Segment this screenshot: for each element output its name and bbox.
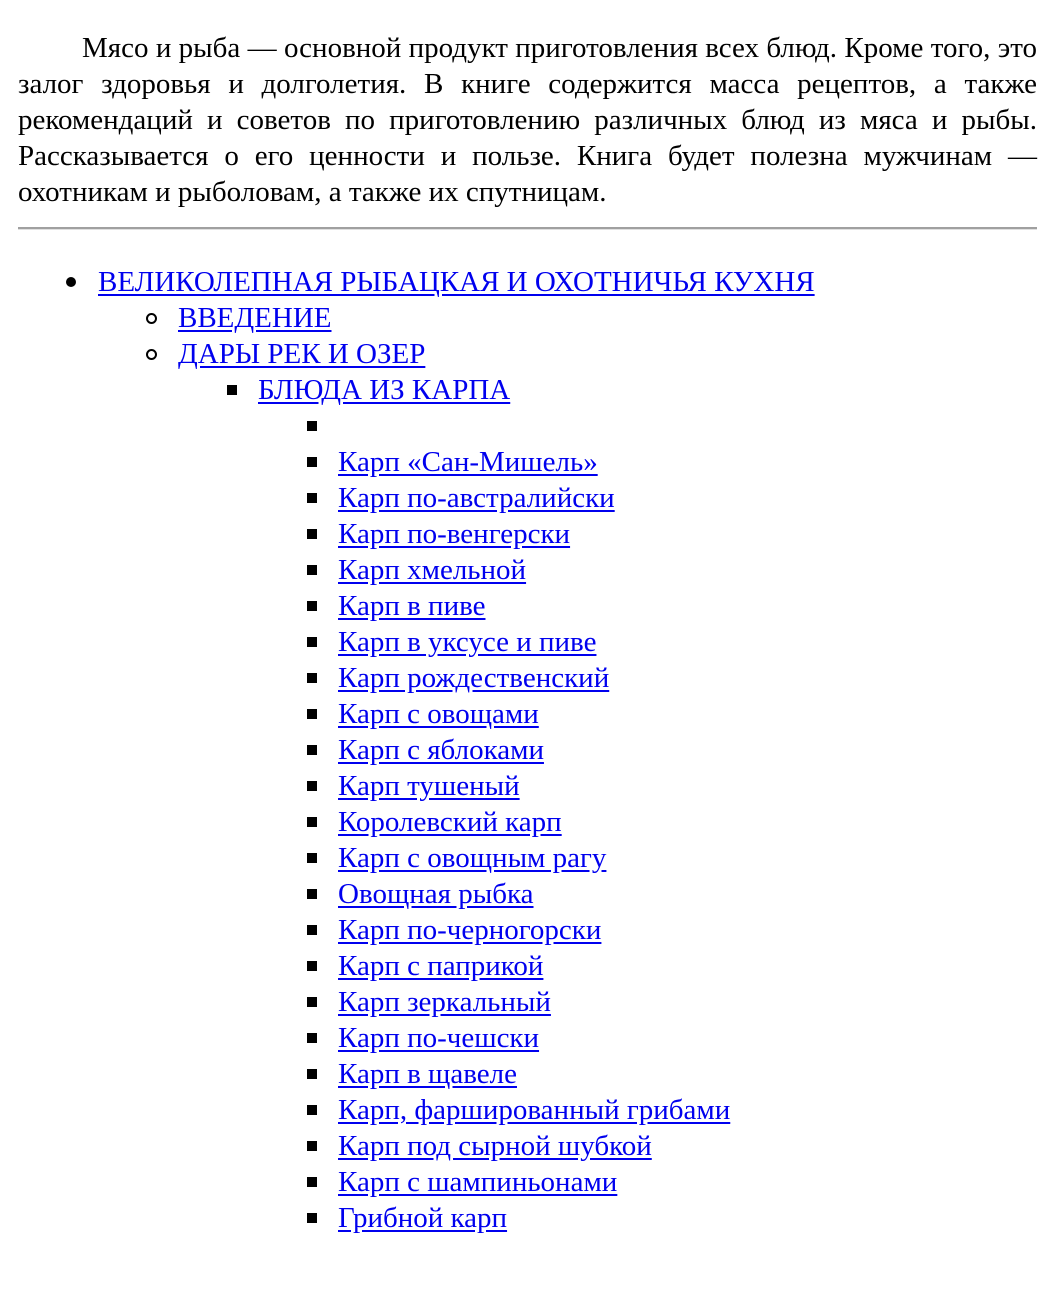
recipe-list-item xyxy=(258,732,1037,768)
square-bullet-icon xyxy=(307,637,317,647)
square-bullet-icon xyxy=(307,997,317,1007)
toc-link-rivers-lakes[interactable]: ДАРЫ РЕК И ОЗЕР xyxy=(178,338,426,370)
square-bullet-icon xyxy=(307,745,317,755)
toc-level-2 xyxy=(98,300,1037,1236)
toc-link-recipe[interactable]: Карп в уксусе и пиве xyxy=(338,626,597,658)
toc-link-carp-dishes[interactable]: БЛЮДА ИЗ КАРПА xyxy=(258,374,511,406)
toc-link-recipe[interactable]: Королевский карп xyxy=(338,806,562,838)
toc-link-recipe[interactable]: Карп тушеный xyxy=(338,770,520,802)
disc-bullet-icon xyxy=(66,277,76,287)
square-bullet-icon xyxy=(307,421,317,431)
toc-link-recipe[interactable]: Карп по-чешски xyxy=(338,1022,540,1054)
toc-link-recipe[interactable]: Карп по-венгерски xyxy=(338,518,571,550)
divider xyxy=(18,227,1037,230)
square-bullet-icon xyxy=(307,529,317,539)
recipe-list-item xyxy=(258,948,1037,984)
recipe-list-item xyxy=(258,1056,1037,1092)
square-bullet-icon xyxy=(307,1069,317,1079)
toc-link-recipe[interactable]: Карп под сырной шубкой xyxy=(338,1130,652,1162)
square-bullet-icon xyxy=(307,457,317,467)
toc-link-recipe[interactable]: Карп «Сан-Мишель» xyxy=(338,446,598,478)
toc-link-book-title[interactable]: ВЕЛИКОЛЕПНАЯ РЫБАЦКАЯ И ОХОТНИЧЬЯ КУХНЯ xyxy=(98,266,815,298)
square-bullet-icon xyxy=(307,709,317,719)
recipe-list-item xyxy=(258,624,1037,660)
circle-bullet-icon xyxy=(146,313,157,324)
toc-link-recipe[interactable]: Карп с яблоками xyxy=(338,734,544,766)
square-bullet-icon xyxy=(307,1213,317,1223)
circle-bullet-icon xyxy=(146,349,157,360)
toc-level-3 xyxy=(178,372,1037,1236)
square-bullet-icon xyxy=(307,601,317,611)
toc-link-recipe[interactable]: Карп рождественский xyxy=(338,662,610,694)
recipe-list-item xyxy=(258,588,1037,624)
toc-item-rivers-lakes xyxy=(98,336,1037,1236)
recipe-list xyxy=(258,408,1037,1236)
toc-link-recipe[interactable]: Грибной карп xyxy=(338,1202,508,1234)
list-item-empty xyxy=(258,408,1037,444)
toc-item-carp-dishes xyxy=(178,372,1037,1236)
square-bullet-icon xyxy=(307,1141,317,1151)
toc-link-recipe[interactable]: Овощная рыбка xyxy=(338,878,534,910)
toc-item-book-title xyxy=(18,264,1037,1236)
toc-item-introduction xyxy=(98,300,1037,336)
square-bullet-icon xyxy=(307,781,317,791)
recipe-list-item xyxy=(258,480,1037,516)
square-bullet-icon xyxy=(307,889,317,899)
recipe-list-item xyxy=(258,1020,1037,1056)
toc-level-1 xyxy=(18,264,1037,1236)
recipe-list-item xyxy=(258,516,1037,552)
toc-link-recipe[interactable]: Карп с овощами xyxy=(338,698,539,730)
recipe-list-item xyxy=(258,912,1037,948)
toc-link-recipe[interactable]: Карп с паприкой xyxy=(338,950,544,982)
toc-link-recipe[interactable]: Карп в щавеле xyxy=(338,1058,517,1090)
recipe-list-item xyxy=(258,696,1037,732)
square-bullet-icon xyxy=(307,673,317,683)
square-bullet-icon xyxy=(227,385,237,395)
recipe-list-item xyxy=(258,984,1037,1020)
recipe-list-item xyxy=(258,768,1037,804)
recipe-list-item xyxy=(258,552,1037,588)
square-bullet-icon xyxy=(307,493,317,503)
square-bullet-icon xyxy=(307,817,317,827)
square-bullet-icon xyxy=(307,961,317,971)
toc-link-introduction[interactable]: ВВЕДЕНИЕ xyxy=(178,302,332,334)
toc-link-recipe[interactable]: Карп хмельной xyxy=(338,554,527,586)
recipe-list-item xyxy=(258,444,1037,480)
square-bullet-icon xyxy=(307,1033,317,1043)
square-bullet-icon xyxy=(307,565,317,575)
recipe-list-item xyxy=(258,876,1037,912)
toc-link-recipe[interactable]: Карп, фаршированный грибами xyxy=(338,1094,731,1126)
recipe-list-item xyxy=(258,1164,1037,1200)
toc-link-recipe[interactable]: Карп с овощным рагу xyxy=(338,842,607,874)
square-bullet-icon xyxy=(307,853,317,863)
table-of-contents xyxy=(18,264,1037,1236)
square-bullet-icon xyxy=(307,1177,317,1187)
toc-link-recipe[interactable]: Карп по-черногорски xyxy=(338,914,602,946)
toc-link-recipe[interactable]: Карп с шампиньонами xyxy=(338,1166,618,1198)
recipe-list-item xyxy=(258,1200,1037,1236)
book-annotation: Мясо и рыба — основной продукт приготовления всех блюд. Кроме того, это залог здоровья и долголетия. В книге содержится масса рецептов, а также рекомендаций и советов по приготовлению различных блюд из мяса и рыбы. Рассказывается о его ценности и пользе. Книга будет полезна мужчинам — охотникам и рыболовам, а также их спутницам. xyxy=(18,32,1037,208)
toc-link-recipe[interactable]: Карп в пиве xyxy=(338,590,486,622)
recipe-list-item xyxy=(258,1128,1037,1164)
recipe-list-item xyxy=(258,804,1037,840)
toc-link-recipe[interactable]: Карп по-австралийски xyxy=(338,482,615,514)
recipe-list-item xyxy=(258,1092,1037,1128)
recipe-list-item xyxy=(258,660,1037,696)
toc-link-recipe[interactable]: Карп зеркальный xyxy=(338,986,551,1018)
recipe-list-item xyxy=(258,840,1037,876)
square-bullet-icon xyxy=(307,1105,317,1115)
square-bullet-icon xyxy=(307,925,317,935)
